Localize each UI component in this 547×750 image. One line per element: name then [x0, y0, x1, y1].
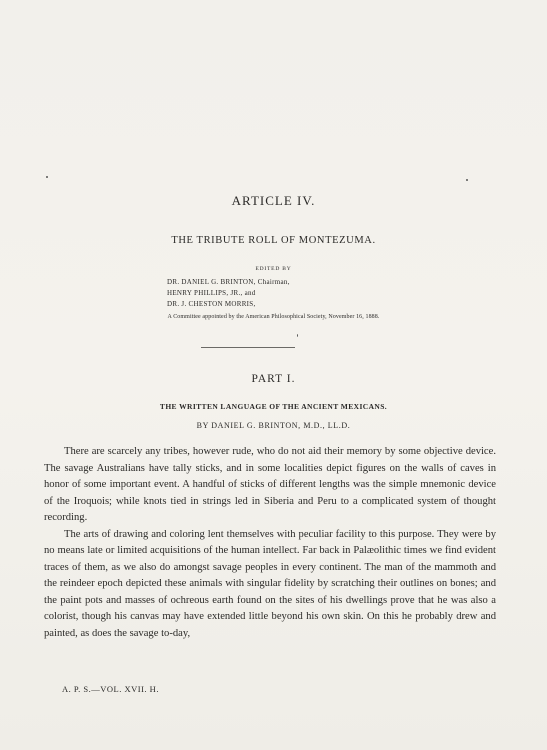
paragraph: There are scarcely any tribes, however rude, who do not aid their memory by some objective device. The savage Australians have tally sticks, and in some localities depict figures on the walls of caves in honor of some important event. A handful of sticks of different lengths was the simple mnemonic device of the Iroquois; while knots tied in strings led in Siberia and Peru to a complicated system of thought recording.: [44, 446, 496, 523]
committee-note: A Committee appointed by the American Philosophical Society, November 16, 1888.: [167, 314, 380, 320]
editors-list: [167, 277, 290, 310]
article-subtitle: THE TRIBUTE ROLL OF MONTEZUMA.: [171, 235, 376, 246]
article-title: ARTICLE IV.: [231, 193, 316, 208]
author-byline: BY DANIEL G. BRINTON, M.D., LL.D.: [196, 421, 351, 430]
editor-name: HENRY PHILLIPS, JR., and: [167, 289, 256, 297]
part-heading: PART I.: [251, 373, 296, 385]
editor-name: DR. DANIEL G. BRINTON, Chairman,: [167, 278, 290, 286]
editor-name: DR. J. CHESTON MORRIS,: [167, 300, 256, 308]
page-speck: [297, 334, 298, 337]
signature-mark: A. P. S.—VOL. XVII. H.: [62, 684, 159, 694]
page-speck: [46, 176, 48, 178]
page-speck: [466, 179, 468, 181]
edited-by-label: EDITED BY: [255, 266, 292, 272]
section-title: THE WRITTEN LANGUAGE OF THE ANCIENT MEXICANS.: [159, 402, 388, 411]
body-text: [44, 444, 496, 642]
paragraph: The arts of drawing and coloring lent themselves with peculiar facility to this purpose. They were by no means late or limited acquisitions of the human intellect. Far back in Palæolithic times we find evident traces of them, as we also do amongst savage peoples in every continent. The man of the mammoth and the reindeer epoch depicted these animals with singular fidelity by scratching their outlines on bones; and the paint pots and masses of ochreous earth found on the sites of his dwellings prove that he was also a colorist, though his canvas may have extended little beyond his own skin. On this he probably drew and painted, as does the savage to-day,: [44, 528, 496, 639]
section-divider: [201, 347, 295, 348]
